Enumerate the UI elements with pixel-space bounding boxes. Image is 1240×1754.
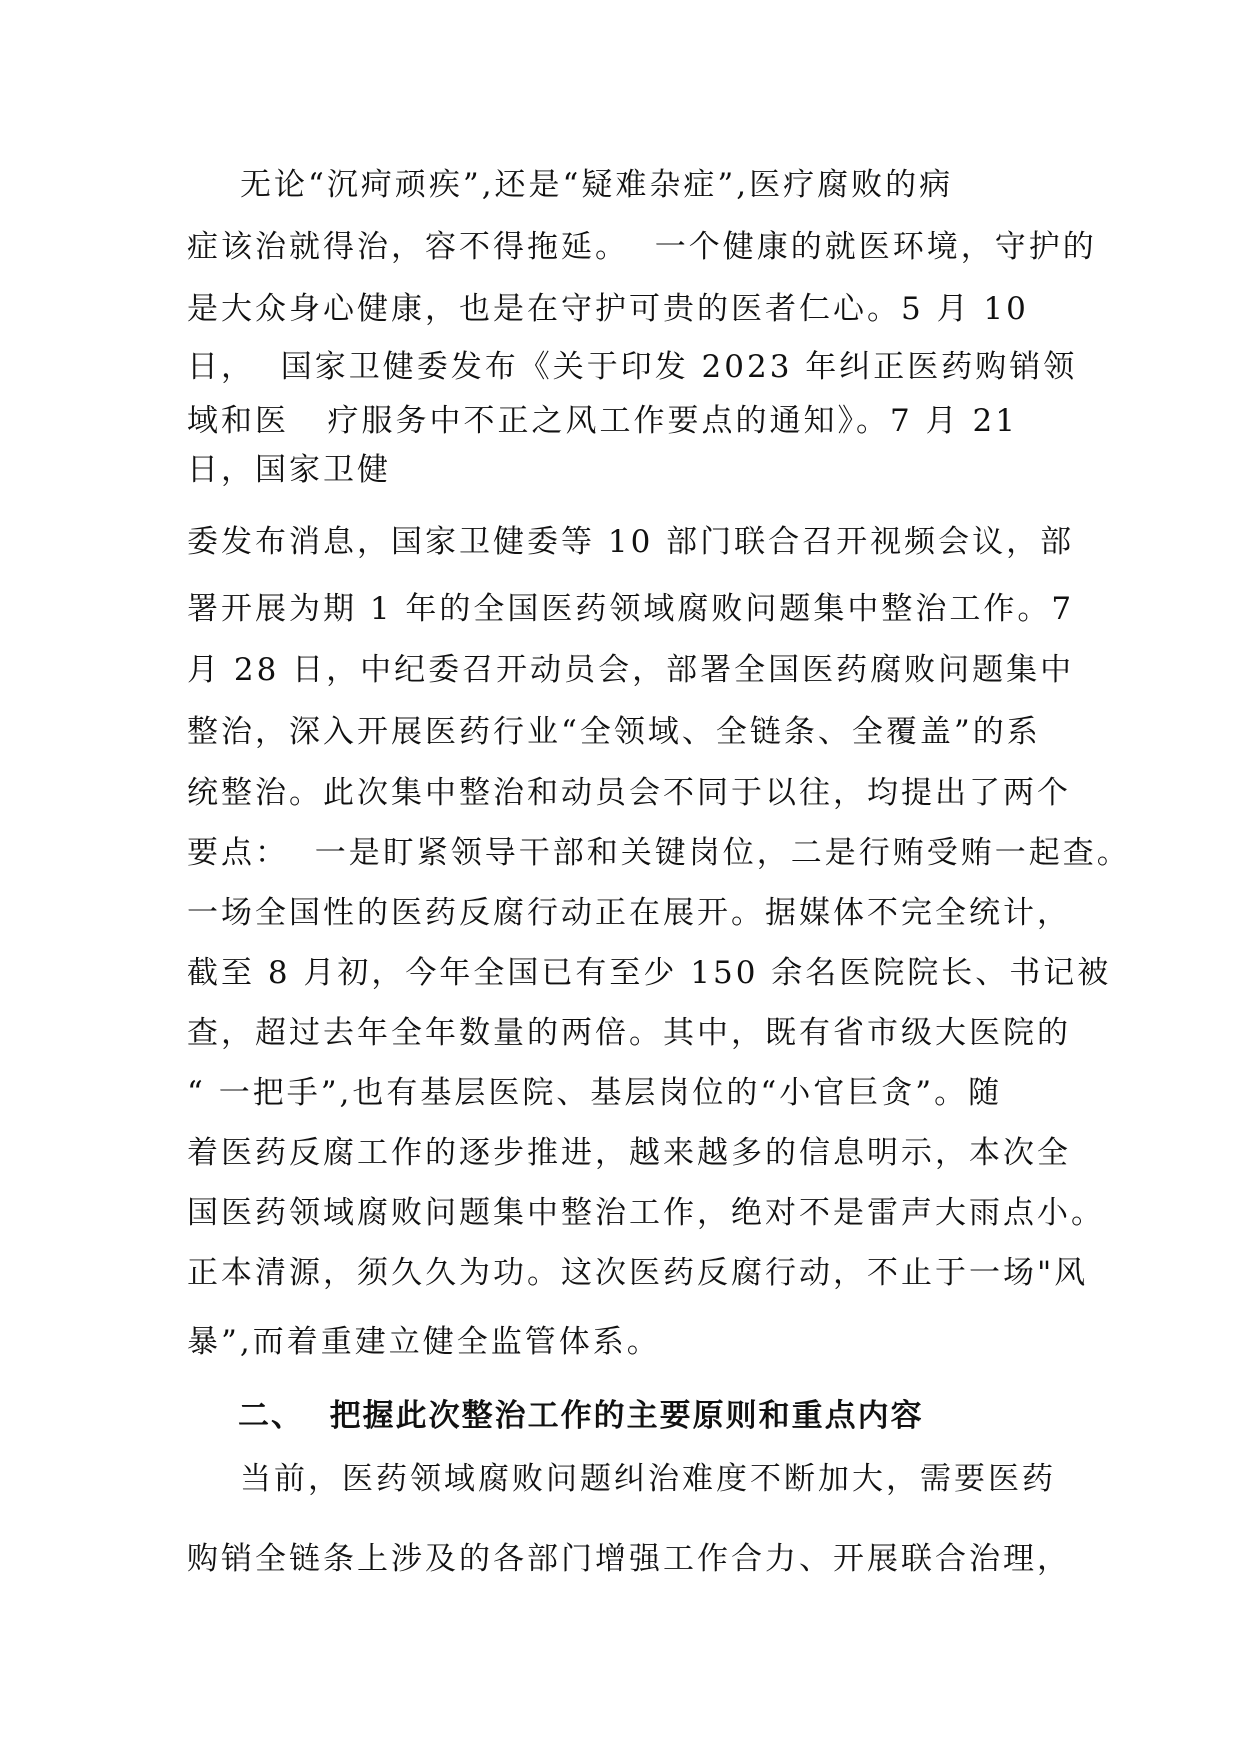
- paragraph-2-line-13: 正本清源，须久久为功。这次医药反腐行动，不止于一场"风: [187, 1255, 1089, 1291]
- paragraph-1-line-1: 无论“沉疴顽疾”,还是“疑难杂症”,医疗腐败的病: [240, 167, 954, 203]
- paragraph-1-line-2: 症该治就得治，容不得拖延。 一个健康的就医环境，守护的: [187, 229, 1097, 265]
- paragraph-2-line-14: 暴”,而着重建立健全监管体系。: [187, 1324, 661, 1360]
- paragraph-3-line-1: 当前，医药领域腐败问题纠治难度不断加大，需要医药: [240, 1461, 1056, 1497]
- paragraph-2-line-7: 一场全国性的医药反腐行动正在展开。据媒体不完全统计，: [187, 895, 1071, 931]
- paragraph-2-line-1: 委发布消息，国家卫健委等 10 部门联合召开视频会议，部: [187, 524, 1075, 560]
- paragraph-2-line-9: 查，超过去年全年数量的两倍。其中，既有省市级大医院的: [187, 1015, 1071, 1051]
- paragraph-1-line-4: 日， 国家卫健委发布《关于印发 2023 年纠正医药购销领: [187, 349, 1078, 385]
- paragraph-1-line-5: 域和医 疗服务中不正之风工作要点的通知》。7 月 21: [187, 403, 1018, 439]
- paragraph-2-line-11: 着医药反腐工作的逐步推进，越来越多的信息明示，本次全: [187, 1135, 1071, 1171]
- paragraph-2-line-10: “ 一把手”,也有基层医院、基层岗位的“小官巨贪”。随: [187, 1075, 1003, 1111]
- paragraph-2-line-5: 统整治。此次集中整治和动员会不同于以往，均提出了两个: [187, 775, 1071, 811]
- paragraph-2-line-6: 要点： 一是盯紧领导干部和关键岗位，二是行贿受贿一起查。: [187, 835, 1131, 871]
- paragraph-2-line-4: 整治，深入开展医药行业“全领域、全链条、全覆盖”的系: [187, 714, 1041, 750]
- paragraph-3-line-2: 购销全链条上涉及的各部门增强工作合力、开展联合治理，: [187, 1541, 1071, 1577]
- paragraph-2-line-8: 截至 8 月初，今年全国已有至少 150 余名医院院长、书记被: [187, 955, 1112, 991]
- paragraph-1-line-3: 是大众身心健康，也是在守护可贵的医者仁心。5 月 10: [187, 291, 1029, 327]
- paragraph-2-line-12: 国医药领域腐败问题集中整治工作，绝对不是雷声大雨点小。: [187, 1195, 1105, 1231]
- section-heading: 二、 把握此次整治工作的主要原则和重点内容: [238, 1398, 924, 1434]
- paragraph-2-line-2: 署开展为期 1 年的全国医药领域腐败问题集中整治工作。7: [187, 591, 1075, 627]
- paragraph-2-line-3: 月 28 日，中纪委召开动员会，部署全国医药腐败问题集中: [187, 652, 1075, 688]
- paragraph-1-line-6: 日，国家卫健: [187, 452, 391, 488]
